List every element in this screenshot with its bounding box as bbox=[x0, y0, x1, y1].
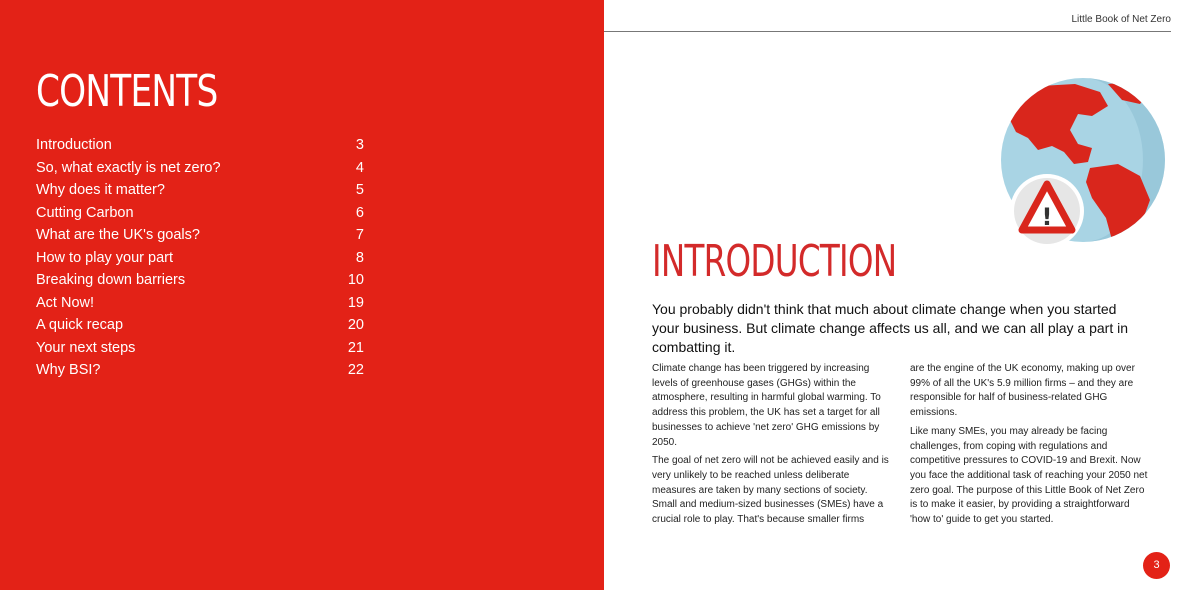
toc-item-label: Why BSI? bbox=[36, 362, 101, 378]
introduction-page bbox=[604, 0, 1199, 590]
toc-item[interactable] bbox=[36, 202, 364, 225]
body-paragraph: The goal of net zero will not be achieved easily and is very unlikely to be reached unless deliberate measures are taken by many sections of society. Small and medium-sized businesses (SMEs) have a crucial role to play. That's because smaller firms bbox=[652, 455, 889, 526]
toc-item-page: 21 bbox=[347, 339, 364, 356]
toc-item-page: 19 bbox=[347, 294, 364, 311]
toc-item[interactable] bbox=[36, 337, 364, 360]
section-title: INTRODUCTION bbox=[652, 236, 897, 287]
toc-item[interactable] bbox=[36, 292, 364, 315]
toc-item-page: 20 bbox=[347, 317, 364, 333]
contents-title: CONTENTS bbox=[36, 66, 218, 117]
intro-lead: You probably didn't think that much about climate change when you started your business. But climate change affects us all, and we can all play a part in combatting it. bbox=[652, 301, 1129, 355]
toc-item-page: 6 bbox=[355, 204, 364, 221]
toc-item[interactable] bbox=[36, 157, 364, 180]
body-paragraph: are the engine of the UK economy, making up over 99% of all the UK's 5.9 million firms – and they are responsible for half of business-related GHG emissions. bbox=[910, 363, 1135, 419]
toc-item-page: 5 bbox=[355, 182, 364, 198]
toc-item-page: 3 bbox=[355, 137, 364, 153]
toc-item-label: Why does it matter? bbox=[36, 182, 165, 198]
body-column-right bbox=[910, 362, 1152, 532]
body-paragraph: Climate change has been triggered by increasing levels of greenhouse gases (GHGs) within the atmosphere, resulting in harmful global warming. To address this problem, the UK has set a target for all businesses to achieve 'net zero' GHG emissions by 2050. bbox=[652, 363, 881, 448]
toc-item-label: Cutting Carbon bbox=[36, 204, 134, 221]
globe-warning-icon bbox=[980, 72, 1170, 257]
toc-item-page: 10 bbox=[347, 272, 364, 288]
warning-glyph: ! bbox=[1041, 203, 1053, 231]
toc-item-label: Your next steps bbox=[36, 339, 136, 356]
toc-item[interactable] bbox=[36, 179, 364, 202]
toc-item[interactable] bbox=[36, 314, 364, 337]
toc-item-label: Introduction bbox=[36, 137, 112, 153]
toc-item-label: Breaking down barriers bbox=[36, 272, 186, 288]
page-number-badge: 3 bbox=[1143, 552, 1170, 579]
toc-item[interactable] bbox=[36, 247, 364, 270]
toc-item-page: 22 bbox=[347, 362, 364, 378]
toc-item-label: A quick recap bbox=[36, 317, 124, 333]
toc-item-page: 4 bbox=[355, 159, 364, 176]
toc-item[interactable] bbox=[36, 269, 364, 292]
running-header: Little Book of Net Zero bbox=[1071, 14, 1171, 25]
toc-item[interactable] bbox=[36, 134, 364, 157]
toc-item[interactable] bbox=[36, 224, 364, 247]
toc-item-page: 8 bbox=[355, 249, 364, 266]
body-paragraph: Like many SMEs, you may already be facing challenges, from coping with regulations and competitive pressures to COVID-19 and Brexit. Now you face the additional task of reaching your 2050 net zero goal. The purpose of this Little Book of Net Zero is to make it easier, by providing a straightforward 'how to' guide to get you started. bbox=[910, 425, 1148, 526]
header-rule bbox=[604, 31, 1171, 32]
toc-item[interactable] bbox=[36, 359, 364, 382]
toc-item-label: What are the UK's goals? bbox=[36, 227, 200, 243]
toc-item-label: So, what exactly is net zero? bbox=[36, 159, 221, 176]
toc-item-page: 7 bbox=[355, 227, 364, 243]
toc-item-label: Act Now! bbox=[36, 294, 95, 311]
table-of-contents bbox=[36, 134, 364, 382]
toc-item-label: How to play your part bbox=[36, 249, 174, 266]
body-column-left bbox=[652, 362, 894, 532]
